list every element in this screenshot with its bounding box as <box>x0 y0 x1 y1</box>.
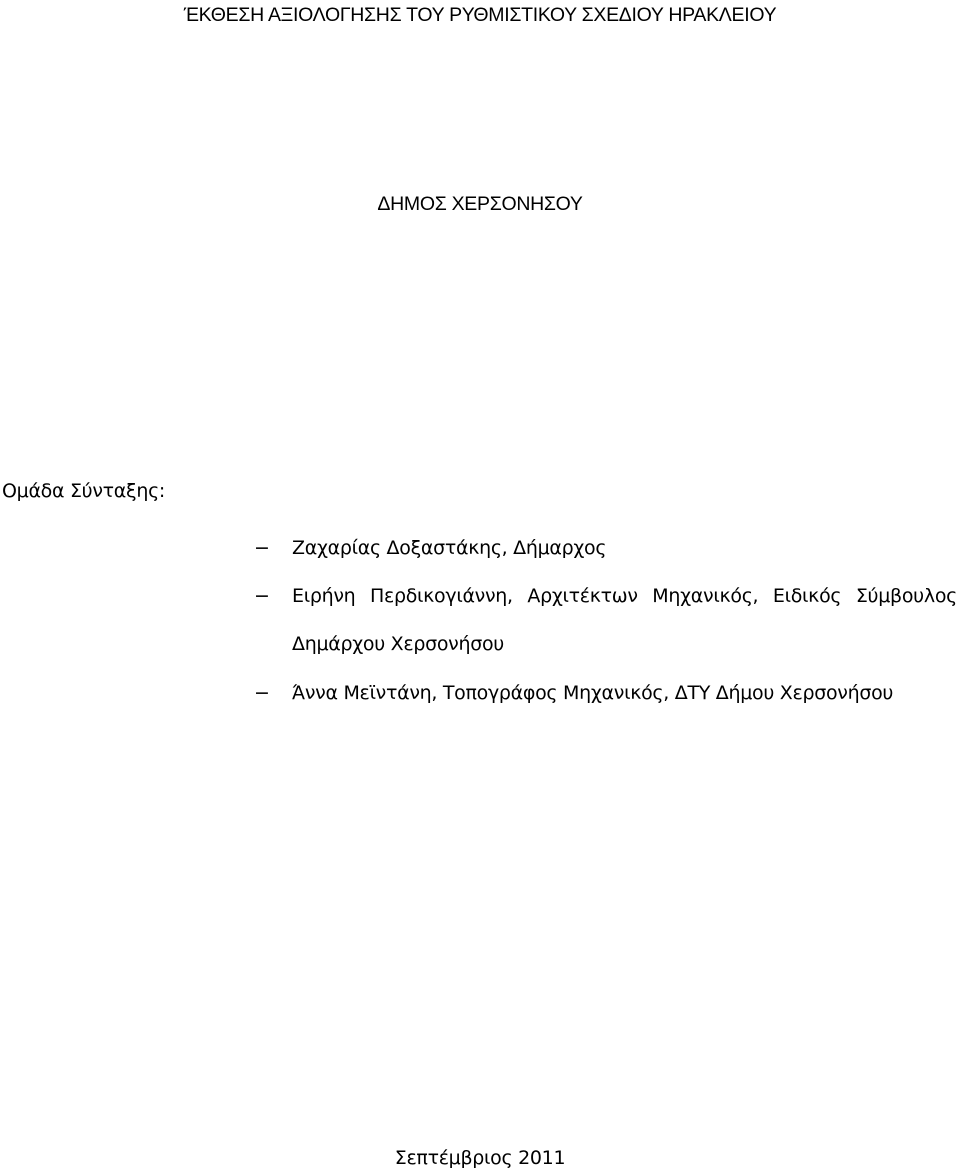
dash-bullet-icon: − <box>254 585 270 607</box>
list-item <box>254 668 957 718</box>
document-title: ΈΚΘΕΣΗ ΑΞΙΟΛΟΓΗΣΗΣ ΤΟΥ ΡΥΘΜΙΣΤΙΚΟΥ ΣΧΕΔΙΟΥ ΗΡΑΚΛΕΙΟΥ <box>183 4 777 26</box>
municipality-heading: ΔΗΜΟΣ ΧΕΡΣΟΝΗΣΟΥ <box>377 193 583 215</box>
team-heading: Ομάδα Σύνταξης: <box>2 480 166 502</box>
list-item <box>254 572 957 668</box>
dash-bullet-icon: − <box>254 682 270 704</box>
list-item <box>254 524 957 572</box>
member-name: Ειρήνη Περδικογιάννη, Αρχιτέκτων Μηχανικός, Ειδικός Σύμβουλος Δημάρχου Χερσονήσου <box>292 585 957 655</box>
member-name: Άννα Μεϊντάνη, Τοπογράφος Μηχανικός, ΔΤΥ Δήμου Χερσονήσου <box>292 682 894 704</box>
member-name: Ζαχαρίας Δοξαστάκης, Δήμαρχος <box>292 537 607 559</box>
dash-bullet-icon: − <box>254 537 270 559</box>
team-member-list <box>254 524 957 718</box>
document-date: Σεπτέμβριος 2011 <box>394 1147 566 1169</box>
